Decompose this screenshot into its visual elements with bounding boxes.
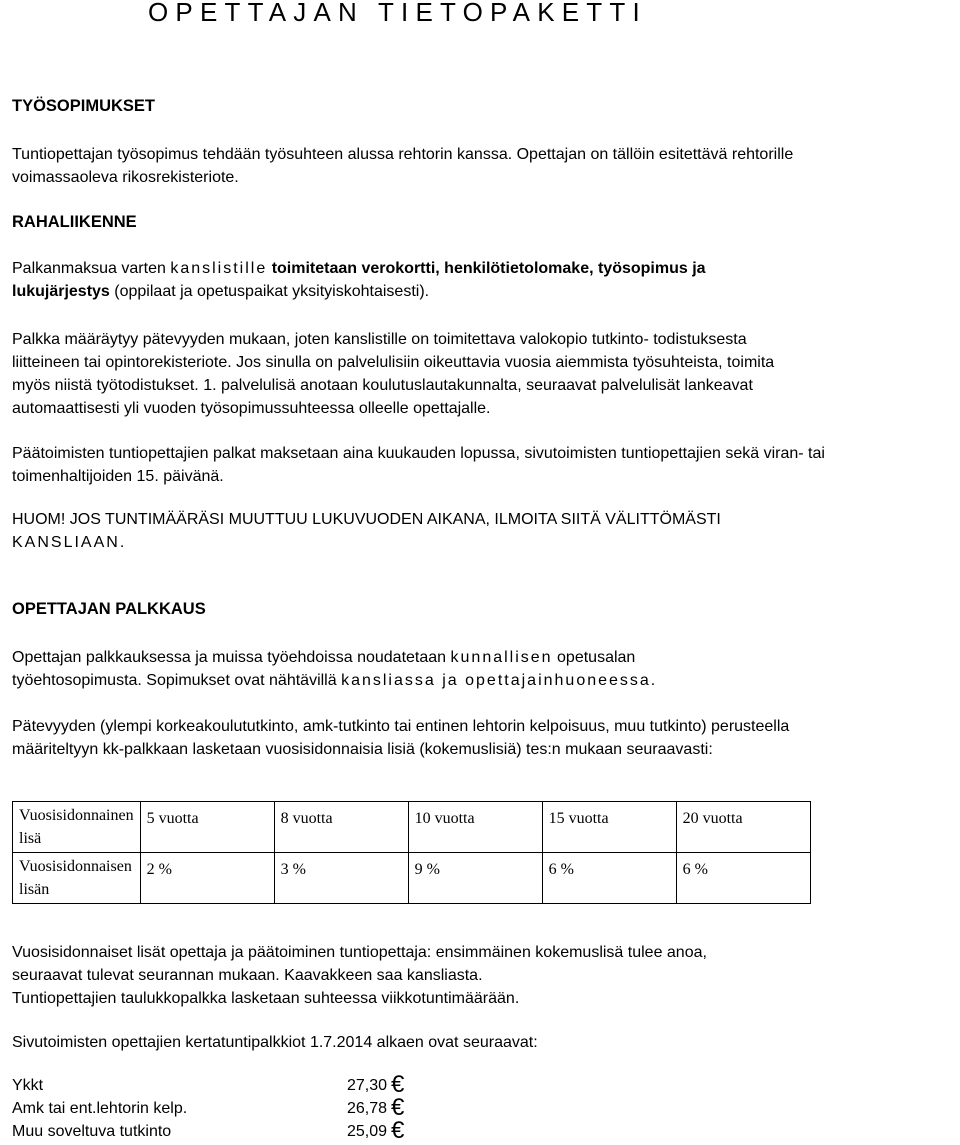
- table-cell: 6 %: [676, 853, 810, 904]
- paragraph-patevyys: [12, 715, 956, 761]
- fee-value: 25,09: [347, 1123, 388, 1140]
- table-cell: 8 vuotta: [274, 802, 408, 853]
- text-line: Tuntiopettajan työsopimus tehdään työsuhteen alussa rehtorin kanssa. Opettajan on tällöin esitettävä rehtorille: [12, 146, 794, 163]
- fee-row-muu: [12, 1117, 404, 1145]
- heading-tyosopimukset: TYÖSOPIMUKSET: [12, 97, 156, 115]
- table-row: [13, 853, 811, 904]
- notice-line: HUOM! JOS TUNTIMÄÄRÄSI MUUTTUU LUKUVUODEN AIKANA, ILMOITA SIITÄ VÄLITTÖMÄSTI: [12, 511, 721, 528]
- fee-label: Amk tai ent.lehtorin kelp.: [12, 1100, 188, 1117]
- spaced-text-kunnallisen: kunnallisen: [450, 649, 553, 666]
- notice-line-spaced: KANSLIAAN.: [12, 534, 127, 551]
- text-line: liitteineen tai opintorekisteriote. Jos sinulla on palvelulisiin oikeuttavia vuosia aiemmista työsuhteista, toimita: [12, 354, 775, 371]
- table-cell: 6 %: [542, 853, 676, 904]
- table-cell: 3 %: [274, 853, 408, 904]
- text-line: Pätevyyden (ylempi korkeakoulututkinto, amk-tutkinto tai entinen lehtorin kelpoisuus, muu tutkinto) perusteella: [12, 718, 790, 735]
- document-title: OPETTAJAN TIETOPAKETTI: [148, 0, 647, 27]
- table-row-header: Vuosisidonnainen lisä: [13, 802, 141, 853]
- text-line: seuraavat tulevat seurannan mukaan. Kaavakkeen saa kansliasta.: [12, 967, 483, 984]
- text-line: Palkka määräytyy pätevyyden mukaan, joten kanslistille on toimitettava valokopio tutkinto- todistuksesta: [12, 331, 747, 348]
- spaced-text-kanslistille: kanslistille: [170, 260, 268, 277]
- heading-palkkaus: OPETTAJAN PALKKAUS: [12, 600, 206, 618]
- table-cell: 5 vuotta: [140, 802, 274, 853]
- spaced-text-kansliassa: kansliassa ja opettajainhuoneessa.: [341, 672, 658, 689]
- text-line: toimenhaltijoiden 15. päivänä.: [12, 468, 224, 485]
- text-line: myös niistä työtodistukset. 1. palvelulisä anotaan koulutuslautakunnalta, seuraavat palvelulisät lankeavat: [12, 377, 753, 394]
- table-cell: 20 vuotta: [676, 802, 810, 853]
- text-line: Tuntiopettajien taulukkopalkka lasketaan suhteessa viikkotuntimäärään.: [12, 990, 520, 1007]
- bold-text-lukujarjestys: lukujärjestys: [12, 283, 110, 300]
- fee-value: 27,30: [347, 1077, 388, 1094]
- table-row: [13, 802, 811, 853]
- table-row-header: Vuosisidonnaisen lisän: [13, 853, 141, 904]
- notice-huom: [12, 508, 956, 554]
- bold-text: toimitetaan verokortti, henkilötietolomake, työsopimus ja: [271, 260, 706, 277]
- text-line: automaattisesti yli vuoden työsopimussuhteessa olleelle opettajalle.: [12, 400, 491, 417]
- table-cell: 10 vuotta: [408, 802, 542, 853]
- fee-label: Ykkt: [12, 1077, 44, 1094]
- text-line: määriteltyyn kk-palkkaan lasketaan vuosisidonnaisia lisiä (kokemuslisiä) tes:n mukaan seuraavasti:: [12, 741, 713, 758]
- table-cell: 2 %: [140, 853, 274, 904]
- experience-bonus-table: [12, 801, 811, 904]
- fee-label: Muu soveltuva tutkinto: [12, 1123, 172, 1140]
- table-cell: 9 %: [408, 853, 542, 904]
- text-line: Vuosisidonnaiset lisät opettaja ja päätoiminen tuntiopettaja: ensimmäinen kokemuslisä tulee anoa,: [12, 944, 707, 961]
- table-cell: 15 vuotta: [542, 802, 676, 853]
- paragraph-palkka-maaraytyy: [12, 328, 956, 420]
- euro-icon: €: [391, 1094, 405, 1121]
- text-span: opetusalan: [557, 649, 636, 666]
- text-line: voimassaoleva rikosrekisteriote.: [12, 169, 239, 186]
- euro-icon: €: [391, 1117, 405, 1144]
- text-span: Opettajan palkkauksessa ja muissa työehdoissa noudatetaan: [12, 649, 447, 666]
- paragraph-palkanmaksu: [12, 257, 956, 303]
- heading-rahaliikenne: RAHALIIKENNE: [12, 213, 137, 231]
- text-span: (oppilaat ja opetuspaikat yksityiskohtaisesti).: [114, 283, 430, 300]
- paragraph-tyosopimukset: [12, 143, 956, 189]
- euro-icon: €: [391, 1071, 405, 1098]
- text-line: Päätoimisten tuntiopettajien palkat maksetaan aina kuukauden lopussa, sivutoimisten tuntiopettajien sekä viran- tai: [12, 445, 825, 462]
- fee-value: 26,78: [347, 1100, 388, 1117]
- text-span: työehtosopimusta. Sopimukset ovat nähtävillä: [12, 672, 337, 689]
- fees-intro: Sivutoimisten opettajien kertatuntipalkkiot 1.7.2014 alkaen ovat seuraavat:: [12, 1034, 538, 1051]
- text-span: Palkanmaksua varten: [12, 260, 166, 277]
- paragraph-tyoehtosopimus: [12, 646, 956, 692]
- paragraph-palkat-maksetaan: [12, 442, 956, 488]
- paragraph-vuosisidonnaiset: [12, 941, 956, 1010]
